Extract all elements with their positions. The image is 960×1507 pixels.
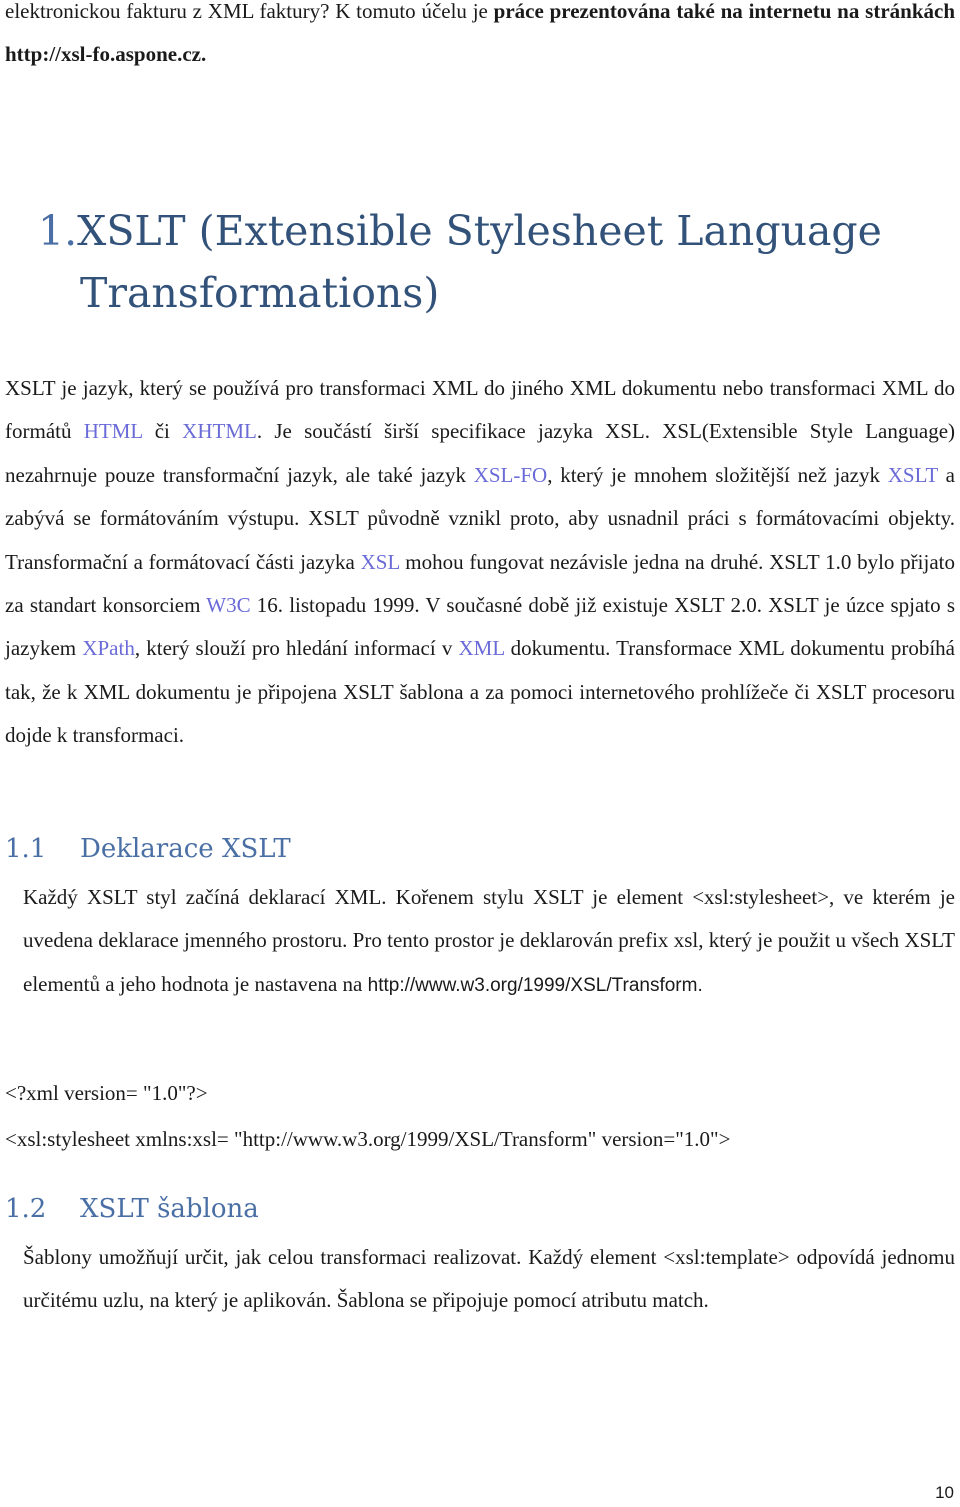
text-run: , který slouží pro hledání informací v — [134, 636, 459, 661]
intro-text: elektronickou fakturu z XML faktury? K tomuto účelu je — [5, 0, 494, 23]
text-run: 16. listopadu 1999. V současné době již existuje XSLT 2.0. XSLT je úzce spjato s jazykem — [5, 593, 955, 661]
declaration-paragraph — [5, 876, 955, 1007]
text-run: , který je mnohem složitější než jazyk — [547, 462, 888, 487]
section-number: 1.2 — [5, 1194, 47, 1224]
section-number: 1.1 — [5, 834, 47, 864]
intro-bold-text: práce prezentována také na internetu na stránkách http://xsl-fo.aspone.cz. — [5, 0, 955, 67]
link-xsl-fo[interactable]: XSL-FO — [473, 462, 548, 487]
link-xml[interactable]: XML — [458, 636, 505, 661]
section-heading-1-2 — [5, 1192, 259, 1226]
page-number: 10 — [935, 1483, 954, 1502]
text-run: Každý XSLT styl začíná deklarací XML. Kořenem stylu XSLT je element <xsl:stylesheet>, ve kterém je uvedena deklarace jmenného prostoru. Pro tento prostor je deklarován prefix xsl, který je použit u všech XSLT elementů a jeho hodnota je nastavena na — [23, 885, 955, 996]
link-html[interactable]: HTML — [83, 419, 143, 444]
section-heading-1-1 — [5, 832, 291, 866]
text-run: dokumentu. Transformace XML dokumentu probíhá tak, že k XML dokumentu je připojena XSLT šablona a za pomoci internetového prohlížeče či XSLT procesoru dojde k transformaci. — [5, 636, 956, 748]
intro-paragraph — [5, 0, 955, 77]
chapter-title-line2: Transformations) — [80, 269, 440, 317]
link-xslt[interactable]: XSLT — [887, 462, 938, 487]
chapter-heading — [38, 200, 938, 324]
section-title: XSLT šablona — [80, 1194, 259, 1224]
code-line-xml-declaration: <?xml version= "1.0"?> — [5, 1081, 208, 1105]
chapter-title-line1: XSLT (Extensible Stylesheet Language — [77, 207, 882, 255]
link-w3c[interactable]: W3C — [206, 593, 251, 618]
link-xhtml[interactable]: XHTML — [182, 419, 257, 444]
text-run: . Je součástí širší specifikace jazyka XSL. XSL(Extensible Style Language) nezahrnuje pouze transformační jazyk, ale také jazyk — [5, 419, 956, 487]
namespace-url: http://www.w3.org/1999/XSL/Transform. — [367, 974, 703, 996]
text-run: XSLT je jazyk, který se používá pro transformaci XML do jiného XML dokumentu nebo transformaci XML do formátů — [5, 376, 955, 444]
code-line-stylesheet: <xsl:stylesheet xmlns:xsl= "http://www.w3.org/1999/XSL/Transform" version="1.0"> — [5, 1127, 731, 1151]
xslt-paragraph — [5, 367, 955, 758]
text-run: a zabývá se formátováním výstupu. XSLT původně vznikl proto, aby usnadnil práci s formátovacími objekty. Transformační a formátovací části jazyka — [5, 462, 955, 574]
text-run: či — [142, 419, 183, 444]
chapter-number: 1. — [38, 207, 78, 255]
text-run: mohou fungovat nezávisle jedna na druhé. XSLT 1.0 bylo přijato za standart konsorciem — [5, 549, 955, 618]
template-paragraph: Šablony umožňují určit, jak celou transformaci realizovat. Každý element <xsl:template> odpovídá jednomu určitému uzlu, na který je aplikován. Šablona se připojuje pomocí atributu match. — [23, 1245, 955, 1313]
section-title: Deklarace XSLT — [80, 834, 291, 864]
link-xsl[interactable]: XSL — [360, 549, 400, 574]
link-xpath[interactable]: XPath — [82, 636, 135, 661]
